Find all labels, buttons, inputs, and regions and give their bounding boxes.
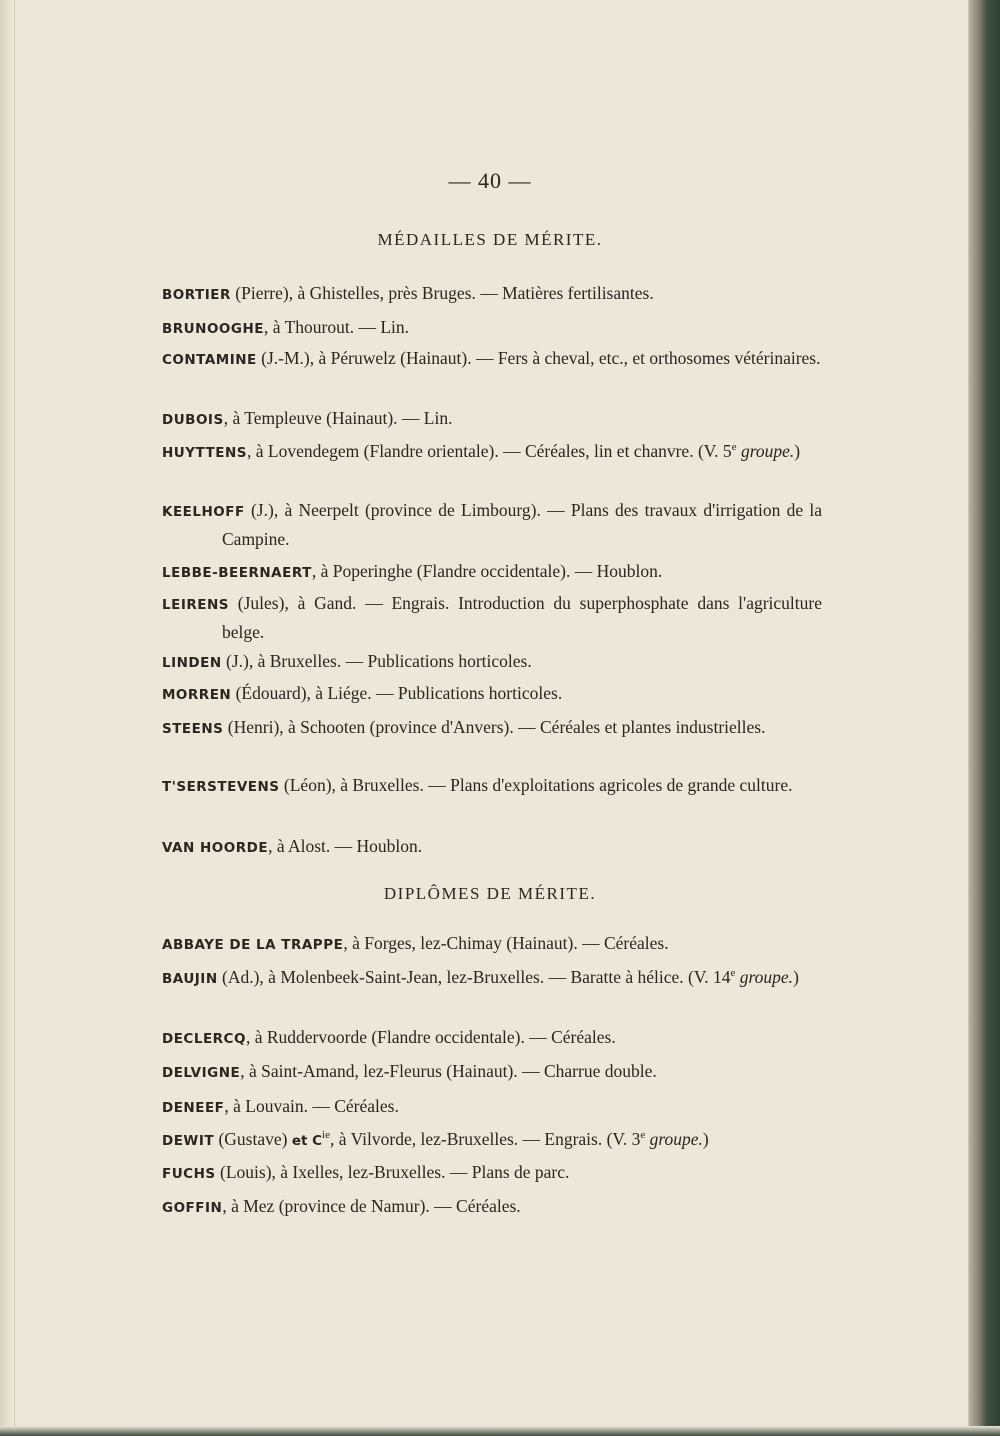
entry-abbaye-de-la-trappe: ABBAYE DE LA TRAPPE, à Forges, lez-Chimay (Hainaut). — Céréales. bbox=[162, 933, 669, 953]
entry-keelhoff: KEELHOFF (J.), à Neerpelt (province de Limbourg). — Plans des travaux d'irrigation de la Campine. bbox=[162, 500, 822, 549]
page-gutter bbox=[0, 0, 15, 1436]
bottom-binding-edge bbox=[0, 1426, 1000, 1436]
entry-goffin: GOFFIN, à Mez (province de Namur). — Céréales. bbox=[162, 1196, 521, 1216]
entry-baujin: BAUJIN (Ad.), à Molenbeek-Saint-Jean, lez-Bruxelles. — Baratte à hélice. (V. 14e groupe.) bbox=[162, 967, 799, 987]
entry-linden: LINDEN (J.), à Bruxelles. — Publications horticoles. bbox=[162, 651, 532, 671]
entry-fuchs: FUCHS (Louis), à Ixelles, lez-Bruxelles. — Plans de parc. bbox=[162, 1162, 570, 1182]
entry-morren: MORREN (Édouard), à Liége. — Publications horticoles. bbox=[162, 683, 563, 703]
right-binding-edge bbox=[968, 0, 1000, 1436]
entry-lebbe-beernaert: LEBBE-BEERNAERT, à Poperinghe (Flandre occidentale). — Houblon. bbox=[162, 561, 663, 581]
section-title-diplomes: DIPLÔMES DE MÉRITE. bbox=[383, 884, 597, 903]
entry-deneef: DENEEF, à Louvain. — Céréales. bbox=[162, 1096, 399, 1116]
entry-delvigne: DELVIGNE, à Saint-Amand, lez-Fleurus (Hainaut). — Charrue double. bbox=[162, 1061, 657, 1081]
section-title-medailles: MÉDAILLES DE MÉRITE. bbox=[377, 230, 603, 249]
page-number: — 40 — bbox=[448, 168, 532, 193]
entry-huyttens: HUYTTENS, à Lovendegem (Flandre orientale). — Céréales, lin et chanvre. (V. 5e groupe.) bbox=[162, 441, 801, 461]
entry-tserstevens: T'SERSTEVENS (Léon), à Bruxelles. — Plans d'exploitations agricoles de grande culture. bbox=[162, 775, 793, 795]
entry-leirens: LEIRENS (Jules), à Gand. — Engrais. Introduction du superphosphate dans l'agriculture belge. bbox=[162, 593, 822, 642]
entry-van-hoorde: VAN HOORDE, à Alost. — Houblon. bbox=[162, 836, 423, 856]
entry-declercq: DECLERCQ, à Ruddervoorde (Flandre occidentale). — Céréales. bbox=[162, 1027, 616, 1047]
entry-steens: STEENS (Henri), à Schooten (province d'Anvers). — Céréales et plantes industrielles. bbox=[162, 717, 766, 737]
entry-contamine: CONTAMINE (J.-M.), à Péruwelz (Hainaut). — Fers à cheval, etc., et orthosomes vétérinaires. bbox=[162, 348, 821, 368]
entry-dewit: DEWIT (Gustave) et $C^{ie}$, à Vilvorde, lez-Bruxelles. — Engrais. (V. 3e groupe.) bbox=[162, 1129, 709, 1149]
entry-brunooghe: BRUNOOGHE, à Thourout. — Lin. bbox=[162, 317, 410, 337]
entry-bortier: BORTIER (Pierre), à Ghistelles, près Bruges. — Matières fertilisantes. bbox=[162, 283, 654, 303]
entry-dubois: DUBOIS, à Templeuve (Hainaut). — Lin. bbox=[162, 408, 453, 428]
